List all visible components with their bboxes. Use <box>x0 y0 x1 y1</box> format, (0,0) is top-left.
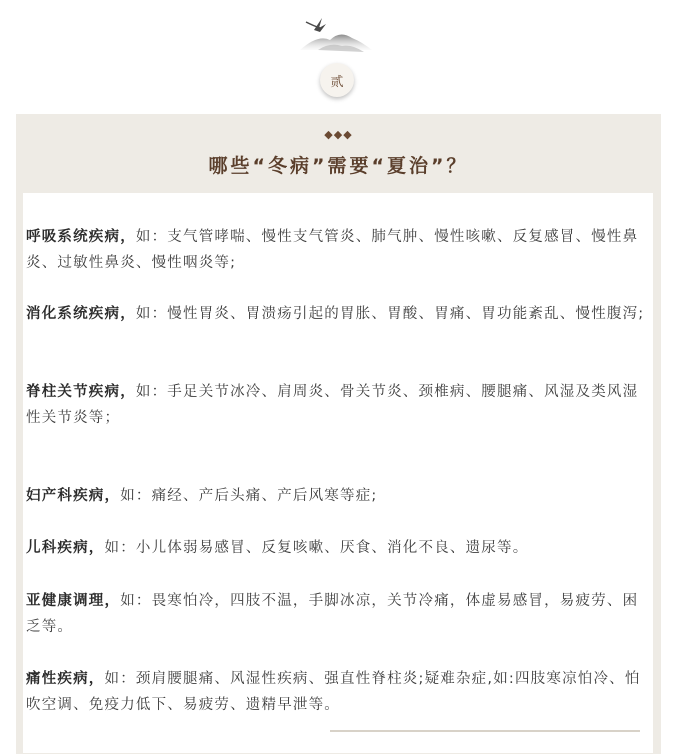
bottom-divider <box>330 730 640 732</box>
item-text: 如：小儿体弱易感冒、反复咳嗽、厌食、消化不良、遗尿等。 <box>104 540 529 556</box>
item-text: 如：支气管哮喘、慢性支气管炎、肺气肿、慢性咳嗽、反复感冒、慢性鼻炎、过敏性鼻炎、慢性咽炎等; <box>26 229 639 271</box>
item-label: 儿科疾病， <box>26 540 105 556</box>
item-subhealth <box>26 588 650 640</box>
item-text: 如：痛经、产后头痛、产后风寒等症; <box>120 488 378 504</box>
item-spine-joint <box>26 379 650 431</box>
item-gynecology <box>26 483 650 509</box>
item-text: 如：手足关节冰冷、肩周炎、骨关节炎、颈椎病、腰腿痛、风湿及类风湿性关节炎等； <box>26 384 639 426</box>
item-label: 脊柱关节疾病， <box>26 384 136 400</box>
item-text: 如：畏寒怕冷，四肢不温，手脚冰凉，关节冷痛，体虚易感冒，易疲劳、困乏等。 <box>26 593 639 635</box>
item-text: 如：慢性胃炎、胃溃疡引起的胃胀、胃酸、胃痛、胃功能紊乱、慢性腹泻; <box>135 306 645 322</box>
item-text: 如：颈肩腰腿痛、风湿性疾病、强直性脊柱炎;疑难杂症,如:四肢寒凉怕冷、怕吹空调、免疫力低下、易疲劳、遗精早泄等。 <box>26 671 641 713</box>
item-label: 消化系统疾病， <box>26 306 136 322</box>
section-number-badge <box>320 63 354 97</box>
item-pediatrics <box>26 535 650 561</box>
item-pain <box>26 666 650 718</box>
section-title: 哪些“冬病”需要“夏治”？ <box>208 155 469 177</box>
diamond-ornament: ◆◆◆ <box>324 128 353 141</box>
item-label: 痛性疾病， <box>26 671 105 687</box>
item-label: 呼吸系统疾病， <box>26 229 136 245</box>
item-label: 亚健康调理， <box>26 593 121 609</box>
item-label: 妇产科疾病， <box>26 488 121 504</box>
item-digestive <box>26 301 650 327</box>
content-card <box>23 193 653 753</box>
item-respiratory <box>26 224 650 276</box>
section-number: 贰 <box>330 74 344 90</box>
